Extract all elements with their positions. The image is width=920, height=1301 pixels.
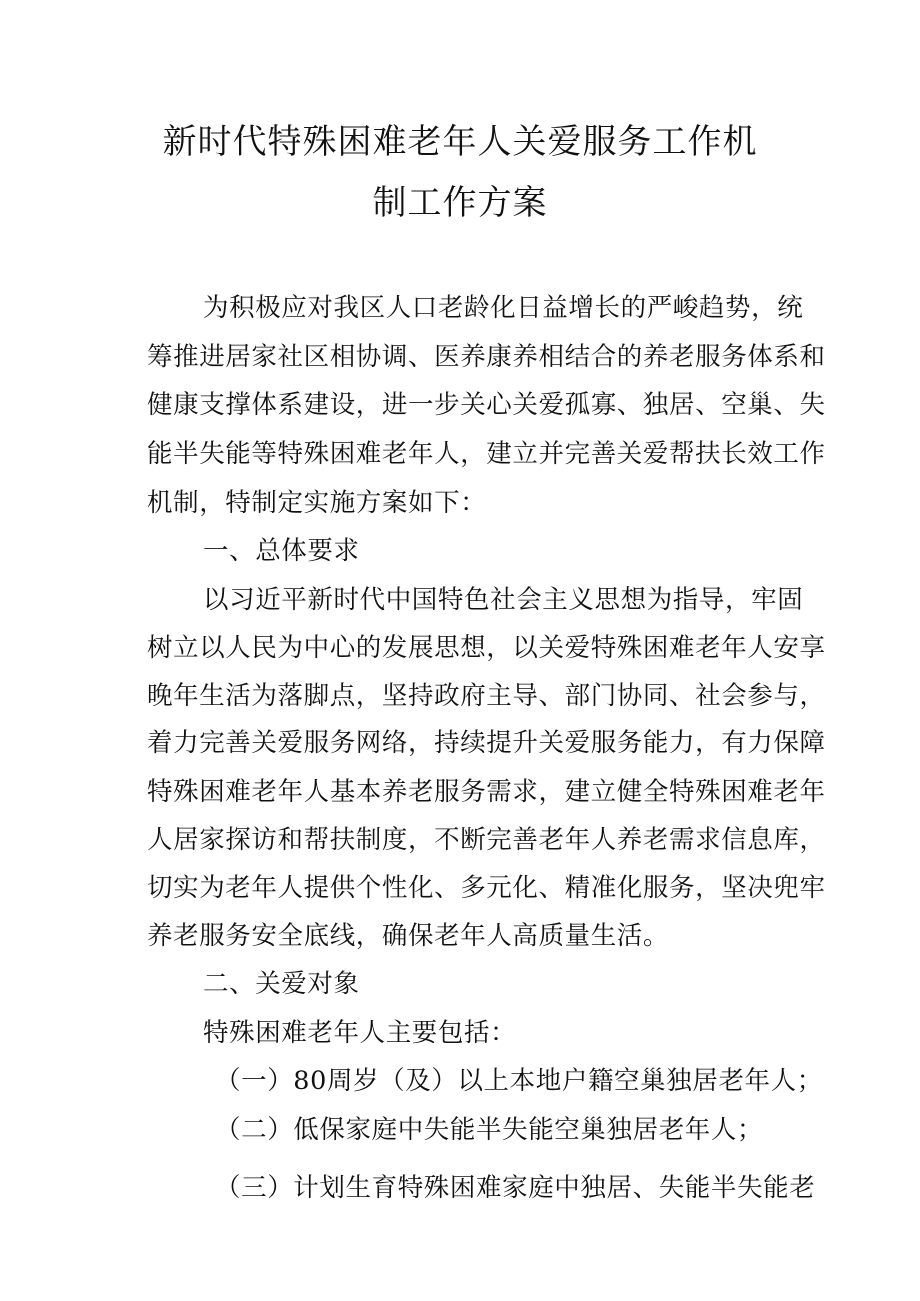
requirements-paragraph-line: 切实为老年人提供个性化、多元化、精准化服务，坚决兜牢 [147, 873, 826, 903]
care-target-item: （三）计划生育特殊困难家庭中独居、失能半失能老 [215, 1173, 816, 1203]
intro-paragraph-line: 机制，特制定实施方案如下： [147, 488, 487, 518]
intro-paragraph-line: 健康支撑体系建设，进一步关心关爱孤寡、独居、空巢、失 [147, 390, 826, 420]
care-targets-intro: 特殊困难老年人主要包括： [203, 1018, 517, 1048]
requirements-paragraph-line: 树立以人民为中心的发展思想，以关爱特殊困难老年人安享 [147, 633, 826, 663]
intro-paragraph-line: 能半失能等特殊困难老年人，建立并完善关爱帮扶长效工作 [147, 439, 826, 469]
requirements-paragraph-line: 特殊困难老年人基本养老服务需求，建立健全特殊困难老年 [147, 777, 826, 807]
requirements-paragraph-line: 人居家探访和帮扶制度，不断完善老年人养老需求信息库， [147, 825, 826, 855]
requirements-paragraph-line: 着力完善关爱服务网络，持续提升关爱服务能力，有力保障 [147, 728, 826, 758]
document-title-line-1: 新时代特殊困难老年人关爱服务工作机 [162, 122, 758, 162]
intro-paragraph-line: 为积极应对我区人口老龄化日益增长的严峻趋势，统 [203, 293, 804, 323]
care-target-item: （一）80周岁（及）以上本地户籍空巢独居老年人； [215, 1066, 823, 1096]
requirements-paragraph-line: 以习近平新时代中国特色社会主义思想为指导，牢固 [203, 585, 804, 615]
intro-paragraph-line: 筹推进居家社区相协调、医养康养相结合的养老服务体系和 [147, 342, 826, 372]
document-title-line-2: 制工作方案 [372, 183, 548, 223]
care-target-item: （二）低保家庭中失能半失能空巢独居老年人； [215, 1115, 764, 1145]
section-heading-overall-requirements: 一、总体要求 [203, 536, 360, 566]
section-heading-care-targets: 二、关爱对象 [203, 969, 360, 999]
requirements-paragraph-line: 养老服务安全底线，确保老年人高质量生活。 [147, 921, 670, 951]
requirements-paragraph-line: 晚年生活为落脚点，坚持政府主导、部门协同、社会参与， [147, 681, 826, 711]
